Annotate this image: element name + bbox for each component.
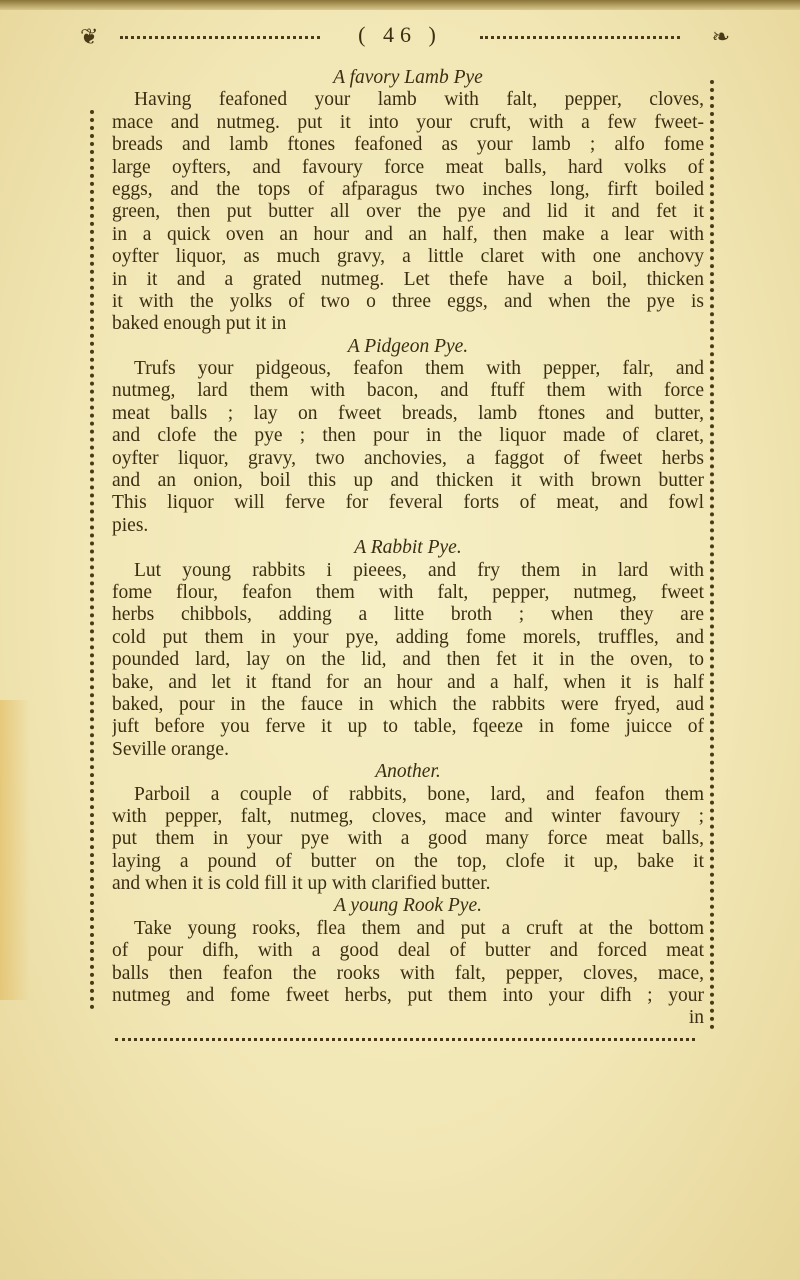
paper-stain [0,700,30,1000]
text-line: juft before you ferve it up to table, fqeeze in fome juicce of [112,716,704,738]
recipe-heading: A favory Lamb Pye [333,67,483,88]
text-line: nutmeg and fome fweet herbs, put them into your difh ; your [112,985,704,1007]
text-line: oyfter liquor, as much gravy, a little claret with one anchovy [112,246,704,268]
text-line: baked enough put it in [112,313,287,335]
text-line: oyfter liquor, gravy, two anchovies, a faggot of fweet herbs [112,447,704,469]
recipe-heading: A young Rook Pye. [333,895,482,917]
text-line: Parboil a couple of rabbits, bone, lard, and feafon them [134,783,704,805]
text-line: put them in your pye with a good many force meat balls, [112,828,704,850]
text-line: and when it is cold fill it up with clarified butter. [112,873,491,895]
ornament-border-right [710,80,718,1030]
page-footer [85,1030,725,1050]
ornament-rule-right [480,36,680,44]
text-line: herbs chibbols, adding a litte broth ; when they are [112,604,704,626]
text-line: with pepper, falt, nutmeg, cloves, mace and winter favoury ; [112,805,704,827]
text-line: in a quick oven an hour and an half, then make a lear with [112,223,704,245]
page-top-edge [0,0,800,10]
text-line: pounded lard, lay on the lid, and then fet it in the oven, to [112,649,704,671]
text-line: nutmeg, lard them with bacon, and ftuff them with force [112,380,704,402]
text-line: Trufs your pidgeous, feafon them with pepper, falr, and [134,358,704,380]
recipe-text [112,67,704,1030]
text-line: and clofe the pye ; then pour in the liquor made of claret, [112,425,704,447]
text-line: baked, pour in the fauce in which the rabbits were fryed, aud [112,693,704,715]
text-line: balls then feafon the rooks with falt, pepper, cloves, mace, [112,962,704,984]
text-line: pies. [112,514,149,536]
text-line: Having feafoned your lamb with falt, pepper, cloves, [134,89,704,111]
text-line: it with the yolks of two o three eggs, and when the pye is [112,290,704,312]
ornament-border-left [90,110,98,1010]
text-line: Seville orange. [112,738,229,760]
text-line: breads and lamb ftones feafoned as your lamb ; alfo fome [112,134,704,156]
text-line: in it and a grated nutmeg. Let thefe have a boil, thicken [112,268,704,290]
text-line: green, then put butter all over the pye and lid it and fet it [112,201,704,223]
recipe-heading: A Rabbit Pye. [354,537,462,559]
text-line: bake, and let it ftand for an hour and a half, when it is half [112,671,704,693]
flourish-ornament-icon: ❦ [80,24,99,49]
text-line: eggs, and the tops of afparagus two inches long, firft boiled [112,178,704,200]
page-header [80,10,730,50]
text-line: fome flour, feafon them with falt, pepper, nutmeg, fweet [112,581,704,603]
text-line: laying a pound of butter on the top, clofe it up, bake it [112,850,704,872]
text-line: mace and nutmeg. put it into your cruft, with a few fweet- [112,111,704,133]
ornament-rule-bottom [115,1038,695,1046]
flourish-ornament-icon: ❧ [711,24,730,49]
recipe-heading: Another. [375,761,441,783]
recipe-heading: A Pidgeon Pye. [347,335,469,357]
text-line: and an onion, boil this up and thicken it with brown butter [112,470,704,492]
catchword: in [688,1007,704,1029]
text-line: large oyfters, and favoury force meat balls, hard volks of [112,156,704,178]
text-line: Lut young rabbits i pieees, and fry them in lard with [134,559,704,581]
text-line: meat balls ; lay on fweet breads, lamb ftones and butter, [112,402,704,424]
text-line: Take young rooks, flea them and put a cruft at the bottom [134,917,704,939]
text-line: of pour difh, with a good deal of butter and forced meat [112,940,704,962]
text-line: This liquor will ferve for feveral forts of meat, and fowl [112,492,704,514]
page-number: ( 46 ) [358,22,442,47]
text-line: cold put them in your pye, adding fome morels, truffles, and [112,626,704,648]
